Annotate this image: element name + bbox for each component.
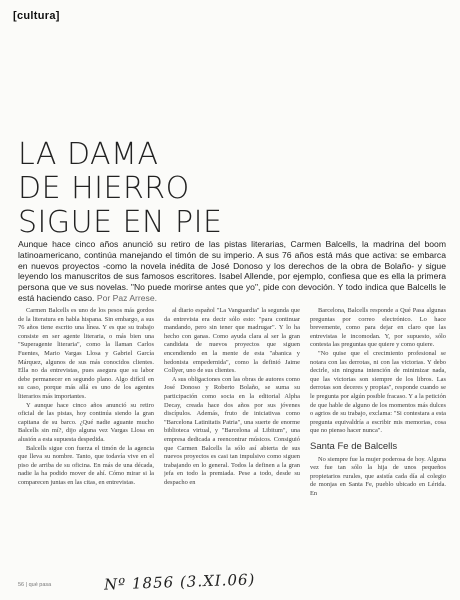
subheading: Santa Fe de Balcells [310,440,398,452]
body-paragraph: al diario español "La Vanguardia" la segunda que da entrevista era decir sólo esto: "para continuar mandando, pero sin tener que madrugar". Y lo ha hecho con ganas. Como ayuda clara al ser la gran candidata de nuevos proyectos que siguen encendiendo en la mente de esta "abanica y hedonista empedernida", como la definió Jaime Collyer, uno de sus clientes. [164,307,300,375]
body-paragraph: Barcelona, Balcells responde a Qué Pasa algunas preguntas por correo electrónico. Lo hace brevemente, como para dejar en claro que las entrevistas le incomodan. Y, por supuesto, sólo contesta las preguntas que quiere y como quiere. [310,307,446,349]
column-1 [18,307,154,577]
body-paragraph: Carmen Balcells es uno de los pesos más gordos de la literatura en habla hispana. Sin embargo, a sus 76 años tiene escrito una línea. Y es que su trabajo consiste en ser agente literaria, o más bien una "Superagente literaria", como la llaman Carlos Fuentes, Mario Vargas Llosa y Gabriel García Márquez, algunos de sus más conocidos clientes. Ella no da entrevistas, pues asegura que su labor debe permanecer en segundo plano. Algo difícil en su caso, porque más allá es uno de los agentes literarios más importantes. [18,307,154,400]
headline-line-2: DE HIERRO [18,171,190,206]
lead-text: Aunque hace cinco años anunció su retiro de las pistas literarias, Carmen Balcells, la madrina del boom latinoamericano, continúa manejando el timón de su imperio. A sus 76 años está más que activa: se embarca en nuevos proyectos -como la novela inédita de José Donoso y los derechos de la obra de Bolaño- y sigue leyendo los manuscritos de sus famosos escritores. Isabel Allende, por ejemplo, confiesa que es ella la primera persona que ve sus novelas. "No puede morirse antes que yo", pide con devoción. Y todo indica que Balcells le está haciendo caso. [18,239,446,303]
headline-line-3: SIGUE EN PIE [18,205,223,240]
body-paragraph: No siempre fue la mujer poderosa de hoy. Alguna vez fue tan sólo la hija de unos pequeños propietarios rurales, que asistía cada día al colegio de monjas en Santa Fe, pueblo ubicado en Lérida. En [310,455,446,497]
body-paragraph: Balcells sigue con fuerza el timón de la agencia que lleva su nombre. Tanto, que todavía vive en el piso de arriba de su oficina. En más de una década, nadie la ha podido mover de ahí. Cómo mirar si la comparecen juntas en las citas, en entrevistas. [18,444,154,486]
handwritten-note: Nº 1856 (3.XI.06) [103,570,256,594]
column-2 [164,307,300,577]
headline-line-1: LA DAMA [18,137,159,172]
article-body [18,307,446,577]
headline [18,138,348,240]
lead-paragraph [18,239,446,304]
column-3 [310,307,446,577]
body-paragraph: A sus obligaciones con las obras de autores como José Donoso y Roberto Bolaño, se suma su participación como socia en la editorial Alpha Decay, creada hace dos años por sus jóvenes discípulos. Además, fruto de iniciativas como "Barcelona Latinitatis Patria", una suerte de enorme biblioteca virtual, y "Barcelona al Libitum", una empresa dedicada a reencontrar músicos. Consiguió que Carmen Balcells la sólo así abierta de sus nuevos proyectos es casi tan impulsivo como siguen trabajando en lo general. Todos la definen a la gran jefa en todo la premiada. Pese a todo, desde su despacho en [164,375,300,486]
body-paragraph: Y aunque hace cinco años anunció su retiro oficial de las pistas, hoy continúa siendo la gran capitana de su barco. ¿Qué nadie aguante mucho Balcells sin mí?, dijo alguna vez Vargas Llosa en alusión a esta supuesta despedida. [18,401,154,443]
byline: Por Paz Arrese. [96,292,158,303]
page-folio: 56 | qué pasa [18,582,52,588]
body-paragraph: "No quise que el crecimiento profesional se notara con las derrotas, ni con las victorias. Y debo decirle, sin ninguna intención de minimizar nada, que las victorias son siempre de los libros. Las derrotas son deceres y propias", responde cuando se le pregunta por algún posible fracaso. Y a la petición de que hable de alguno de los momentos más dulces o agrios de su trabajo, exclama: "Si contestara a esta pregunta equivaldría a escribir mis memorias, cosa que no pienso hacer nunca". [310,349,446,435]
section-tag: [cultura] [13,10,60,22]
